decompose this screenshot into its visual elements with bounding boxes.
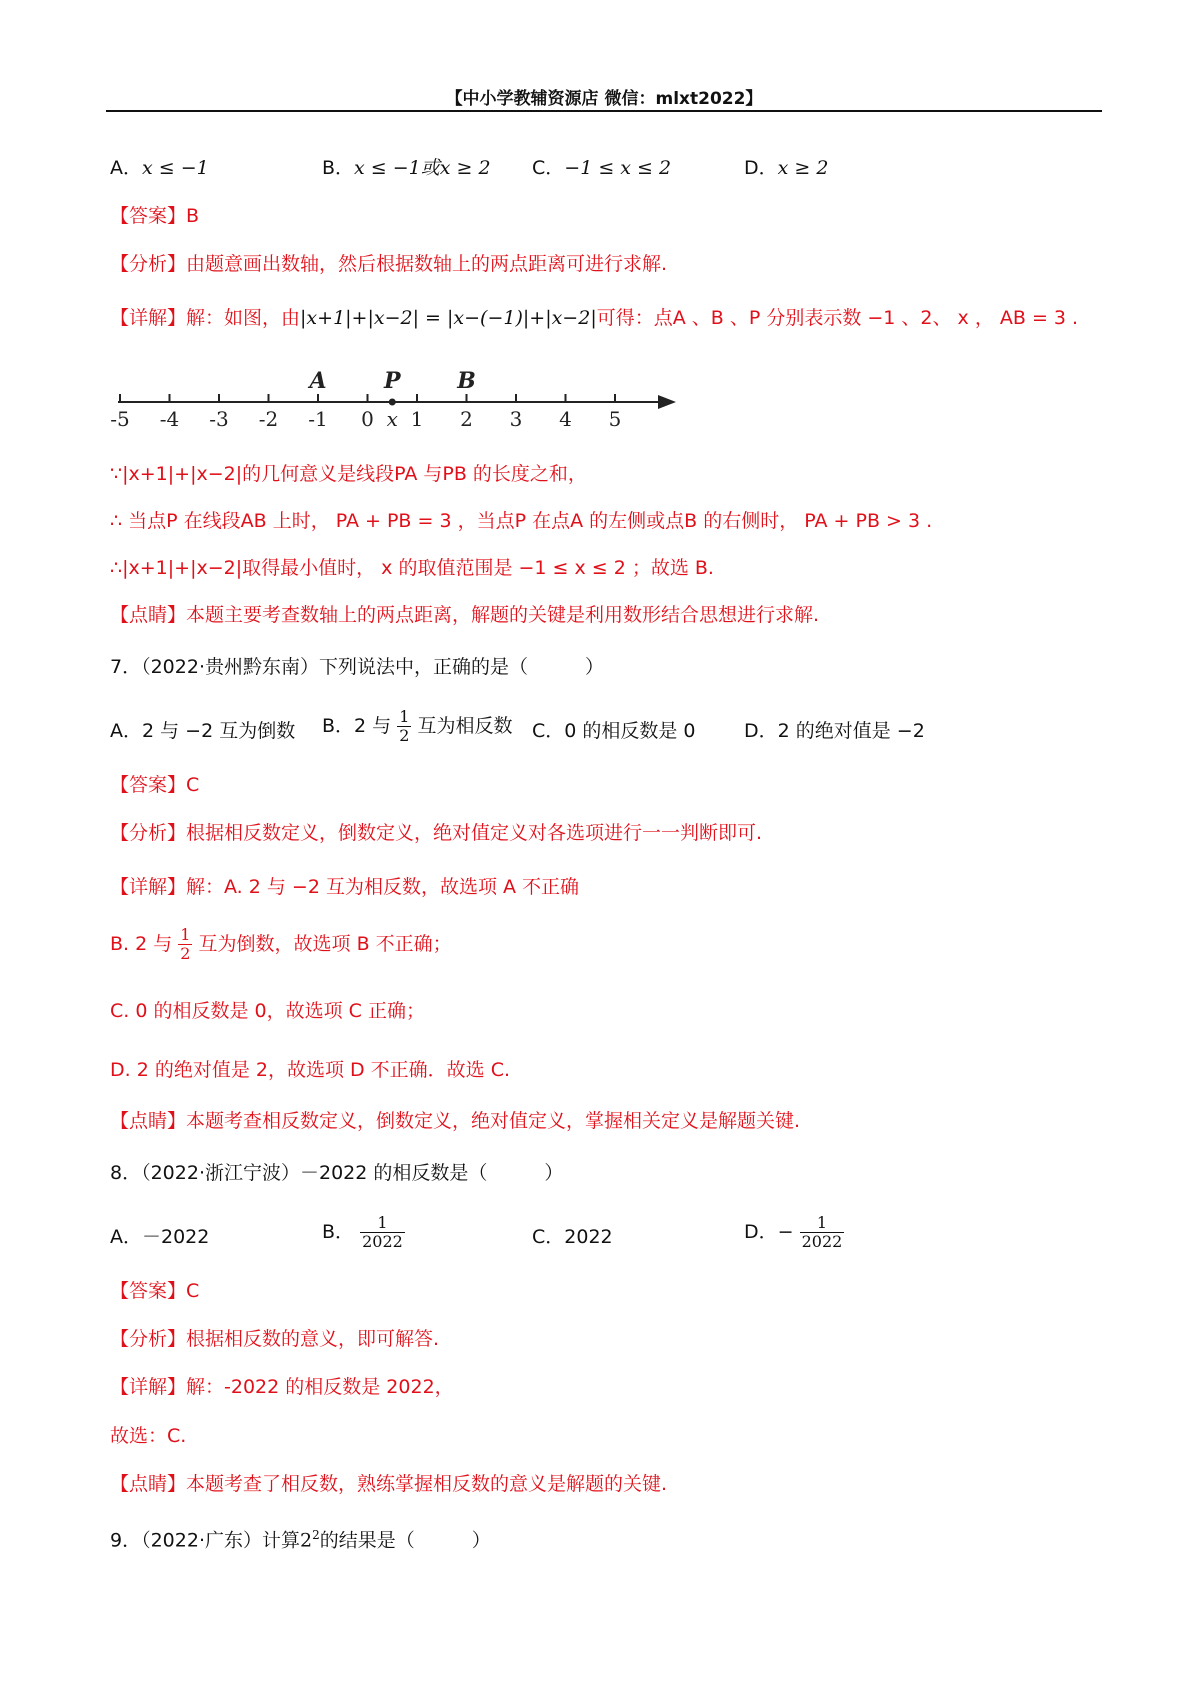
q6-line2: ∴ 当点P 在线段AB 上时， PA + PB = 3 ，当点P 在点A 的左侧或点B 的右侧时， PA + PB > 3 . [110, 510, 933, 532]
number-line-tick-label: -2 [258, 407, 279, 431]
q8-answer: 【答案】C [110, 1280, 200, 1302]
number-line-tick-label: 4 [559, 407, 572, 431]
q6-option-a: A．x ≤ −1 [110, 157, 209, 179]
number-line-tick-label: 1 [410, 407, 424, 431]
q6-detail: 【详解】解：如图，由|x+1|+|x−2| = |x−(−1)|+|x−2|可得：点A 、B 、P 分别表示数 −1 、2、 x ， AB = 3 . [110, 307, 1079, 329]
number-line-tick-label: -4 [159, 407, 180, 431]
q7-line-d: D. 2 的绝对值是 2，故选项 D 不正确．故选 C. [110, 1059, 511, 1081]
number-line-x-label: x [386, 407, 398, 431]
q7-option-c: C．0 的相反数是 0 [532, 720, 696, 742]
q8-option-c: C．2022 [532, 1226, 613, 1248]
q6-option-b: B．x ≤ −1或x ≥ 2 [322, 157, 491, 179]
q6-line1: ∵|x+1|+|x−2|的几何意义是线段PA 与PB 的长度之和， [110, 463, 587, 485]
number-line-point-label: A [309, 368, 327, 394]
number-line-point-label: B [457, 368, 476, 394]
number-line-tick-label: -5 [110, 407, 130, 431]
number-line-tick-label: 5 [608, 407, 622, 431]
q7-option-d: D．2 的绝对值是 −2 [744, 720, 925, 742]
number-line-tick-label: 0 [361, 407, 374, 431]
q8-analysis: 【分析】根据相反数的意义，即可解答. [110, 1328, 440, 1350]
q6-line3: ∴|x+1|+|x−2|取得最小值时， x 的取值范围是 −1 ≤ x ≤ 2 ；故选 B. [110, 557, 714, 579]
q7-stem: 7．（2022·贵州黔东南）下列说法中，正确的是（ ） [110, 656, 604, 678]
q6-option-d: D．x ≥ 2 [744, 157, 829, 179]
q7-option-b: B．2 与 $\frac{1}{2}$ 互为相反数 [322, 707, 513, 745]
number-line-point-label: P [383, 368, 401, 394]
q6-answer: 【答案】B [110, 205, 200, 227]
q7-line-c: C. 0 的相反数是 0，故选项 C 正确； [110, 1000, 425, 1022]
number-line-figure [110, 360, 690, 440]
q8-detail: 【详解】解：-2022 的相反数是 2022， [110, 1376, 454, 1398]
q8-stem: 8．（2022·浙江宁波）－2022 的相反数是（ ） [110, 1162, 564, 1184]
q7-answer: 【答案】C [110, 774, 200, 796]
q7-line-b: B. 2 与 $\frac{1}{2}$ 互为倒数，故选项 B 不正确； [110, 925, 452, 963]
q7-comment: 【点睛】本题考查相反数定义，倒数定义，绝对值定义，掌握相关定义是解题关键. [110, 1110, 801, 1132]
q8-comment: 【点睛】本题考查了相反数，熟练掌握相反数的意义是解题的关键. [110, 1473, 668, 1495]
number-line-point-p-dot [389, 399, 396, 406]
number-line-arrow [658, 395, 676, 409]
number-line-tick-label: 2 [460, 407, 473, 431]
q8-option-b: B． $\frac{1}{2022}$ [322, 1213, 403, 1251]
header-rule [106, 110, 1102, 112]
number-line-tick-label: -3 [209, 407, 229, 431]
q8-option-d: D．− $\frac{1}{2022}$ [744, 1213, 843, 1251]
q6-analysis: 【分析】由题意画出数轴，然后根据数轴上的两点距离可进行求解. [110, 253, 668, 275]
q9-stem: 9．（2022·广东）计算$2^2$的结果是（ ） [110, 1528, 491, 1552]
q7-analysis: 【分析】根据相反数定义，倒数定义，绝对值定义对各选项进行一一判断即可. [110, 822, 763, 844]
number-line-tick-label: -1 [308, 407, 328, 431]
page-header: 【中小学教辅资源店 微信：mlxt2022】 [445, 89, 763, 109]
q6-comment: 【点睛】本题主要考查数轴上的两点距离，解题的关键是利用数形结合思想进行求解. [110, 604, 820, 626]
q7-detail: 【详解】解：A. 2 与 −2 互为相反数，故选项 A 不正确 [110, 876, 580, 898]
number-line-tick-label: 3 [509, 407, 523, 431]
q6-option-c: C．−1 ≤ x ≤ 2 [532, 157, 672, 179]
q8-option-a: A．－2022 [110, 1226, 210, 1248]
q8-detail-2: 故选：C. [110, 1425, 187, 1447]
q7-option-a: A．2 与 −2 互为倒数 [110, 720, 296, 742]
